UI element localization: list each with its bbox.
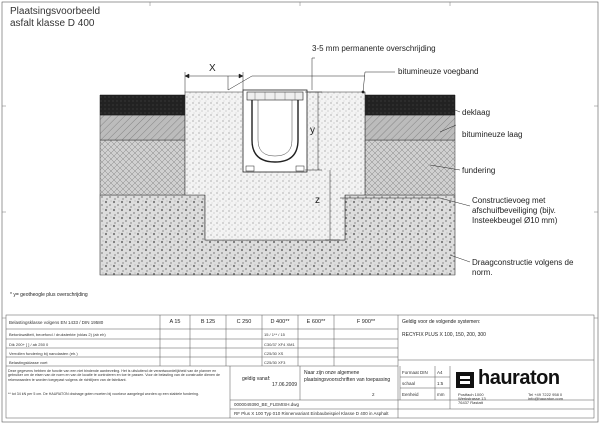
d400-value-1: 15 / 1** / 15 xyxy=(264,332,285,337)
hauraton-logo: hauraton xyxy=(478,367,560,389)
callout-draag-1: Draagconstructie volgens de xyxy=(472,258,574,267)
class-f900: F 900** xyxy=(356,319,376,325)
page-subtitle: asfalt klasse D 400 xyxy=(10,18,95,29)
note2-line-1: Naar zijn onze algemene xyxy=(304,370,360,376)
page-title: Plaatsingsvoorbeeld xyxy=(10,6,101,17)
dim-x-label: X xyxy=(209,63,216,74)
callout-voegband: bitumineuze voegband xyxy=(398,67,479,76)
company-line-1: Postfach 1000 xyxy=(458,392,484,397)
systems-header: Geldig voor de volgende systemen: xyxy=(402,319,481,325)
format-value: A4 xyxy=(437,370,443,375)
file-description: RF Plus X 100 Typ 010 Rinnenvariant Einbaubeispiel Klasse D 400 in Asphalt xyxy=(234,411,389,416)
scale-label: schaal xyxy=(402,381,416,386)
note-text: ** tot 34 kN per 5 cm. De HAURATON drainage goten moeten bij voorkeur aangelegd worden op een stabiele fundering. xyxy=(8,392,200,396)
row-label-3: Dik 200+ [ ] / ab 250 0 xyxy=(9,342,49,347)
callout-fundering: fundering xyxy=(462,166,496,175)
d400-value-3: C25/30 XS xyxy=(264,351,284,356)
company-line-3: 76437 Rastatt xyxy=(458,400,483,405)
class-a15: A 15 xyxy=(169,319,181,325)
format-label: Formaat DIN xyxy=(402,370,428,375)
callout-bitlaag: bitumineuze laag xyxy=(462,130,523,139)
valid-label: geldig vanaf: xyxy=(242,376,271,382)
d400-value-2: C30/37 XF4 XM1 xyxy=(264,342,295,347)
class-b125: B 125 xyxy=(200,319,216,325)
company-contact-2: info@hauraton.com xyxy=(528,396,563,401)
file-number: 0000049390_BE_FLEMISH.dwg xyxy=(234,402,300,407)
company-line-2: Werkstrasse 13 xyxy=(458,396,486,401)
callout-draag-2: norm. xyxy=(472,268,493,277)
systems-list: RECYFIX PLUS X 100, 150, 200, 300 xyxy=(402,332,486,338)
class-e600: E 600** xyxy=(306,319,326,325)
callout-constructie-1: Constructievoeg met xyxy=(472,196,546,205)
callout-constructie-2: afschuifbeveiliging (bijv. xyxy=(472,206,556,215)
dim-z-label: z xyxy=(315,195,320,206)
footnote: * y= geotheogle plus overschrijding xyxy=(10,292,88,298)
d400-value-4: C25/30 XF3 xyxy=(264,360,286,365)
asphalt-deklaag-right xyxy=(365,95,455,115)
class-c250: C 250 xyxy=(236,319,252,325)
row-label-2: Betonkwaliteit, beoefond / druksterkte (vklas 2) (ab eh) xyxy=(9,332,106,337)
scale-value: 1:5 xyxy=(437,381,444,386)
row-label-5: Belastingsklasse voet xyxy=(9,360,48,365)
row-label-4: Verrollen fundering bij nanolasten (eh.) xyxy=(9,351,78,356)
note2-line-2: plaatsingsvoorschriften van toepassing xyxy=(304,377,391,383)
unit-value: mm xyxy=(437,392,445,397)
unit-label: Eenheid xyxy=(402,392,419,397)
valid-date: 17.06.2009 xyxy=(272,382,298,388)
sheet-number: 2 xyxy=(372,392,375,397)
company-contact-1: Tel +49 7222 958 0 xyxy=(528,392,563,397)
asphalt-deklaag-left xyxy=(100,95,185,115)
disclaimer-text: Deze gegevens hebben de functie van een niet bindende aanbeveling. Het is uitsluitend de verantwoordelijkheid van de planner en gebruiker om de eisen van de norm en van de locatie te controleren en toe te passen. Voor de belasting van de constructie dienen de rekenwaarden te worden toegepast volgens de richtlijnen van de fabrikant. xyxy=(8,369,220,382)
callout-permanent: 3-5 mm permanente overschrijding xyxy=(312,44,436,53)
class-d400: D 400** xyxy=(270,319,290,325)
callout-constructie-3: Insteekbeugel Ø10 mm) xyxy=(472,216,558,225)
drainage-channel xyxy=(243,90,307,172)
dim-y-label: y xyxy=(310,125,315,136)
row-label-1: Belastingsklasse volgens EN 1433 / DIN 19580 xyxy=(9,320,104,325)
callout-deklaag: deklaag xyxy=(462,108,491,117)
hauraton-logo-mark xyxy=(456,372,474,388)
